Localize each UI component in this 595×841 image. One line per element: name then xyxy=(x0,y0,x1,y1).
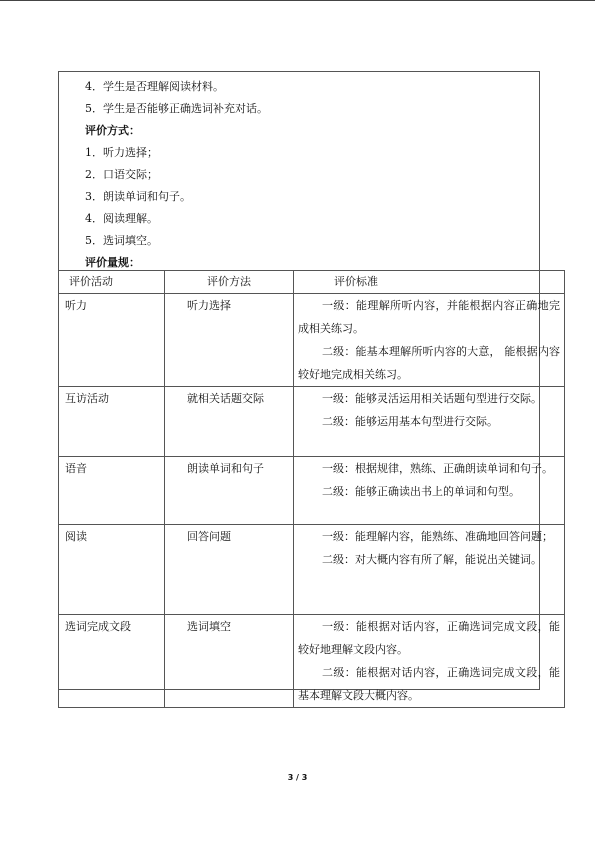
header-method-label: 评价方法 xyxy=(207,275,251,288)
row-standard xyxy=(294,294,565,387)
table-row xyxy=(59,615,565,708)
row-method xyxy=(165,525,294,615)
header-method xyxy=(165,271,294,294)
rubric-heading: 评价量规： xyxy=(85,256,140,269)
header-activity-label: 评价活动 xyxy=(69,275,113,288)
header-activity xyxy=(59,271,165,294)
row-method-label: 听力选择 xyxy=(187,299,231,312)
row-method xyxy=(165,457,294,525)
table-row xyxy=(59,387,565,457)
page-number: 3 / 3 xyxy=(287,773,308,782)
standard-level-1: 一级：能够灵活运用相关话题句型进行交际。 xyxy=(322,392,542,405)
standard-level-2: 二级：能够运用基本句型进行交际。 xyxy=(322,415,498,428)
row-method-label: 朗读单词和句子 xyxy=(187,462,264,475)
standard-level-2: 二级：能根据对话内容，正确选词完成文段，能基本理解文段大概内容。 xyxy=(298,666,560,702)
standard-level-2: 二级：能够正确读出书上的单词和句型。 xyxy=(322,485,520,498)
page-top-rule xyxy=(0,0,595,1)
header-standard xyxy=(294,271,565,294)
row-method xyxy=(165,615,294,708)
standard-level-1: 一级：能理解所听内容，并能根据内容正确地完成相关练习。 xyxy=(298,299,560,335)
standard-level-1: 一级：根据规律，熟练、正确朗读单词和句子。 xyxy=(322,462,553,475)
row-standard xyxy=(294,525,565,615)
row-method-label: 选词填空 xyxy=(187,620,231,633)
method-item-2: 2．口语交际； xyxy=(85,168,158,181)
method-item-4: 4．阅读理解。 xyxy=(85,212,158,225)
standard-level-1: 一级：能理解内容，能熟练、准确地回答问题； xyxy=(322,530,553,543)
standard-level-2: 二级：能基本理解所听内容的大意， 能根据内容较好地完成相关练习。 xyxy=(298,345,560,381)
row-method-label: 就相关话题交际 xyxy=(187,392,264,405)
row-standard xyxy=(294,615,565,708)
row-activity: 选词完成文段 xyxy=(59,615,165,708)
row-activity: 语音 xyxy=(59,457,165,525)
row-activity: 互访活动 xyxy=(59,387,165,457)
table-header-row xyxy=(59,271,565,294)
row-method-label: 回答问题 xyxy=(187,530,231,543)
row-standard xyxy=(294,457,565,525)
header-standard-label: 评价标准 xyxy=(334,275,378,288)
row-activity: 听力 xyxy=(59,294,165,387)
row-method xyxy=(165,387,294,457)
standard-level-1: 一级：能根据对话内容，正确选词完成文段，能较好地理解文段内容。 xyxy=(298,620,560,656)
method-item-3: 3．朗读单词和句子。 xyxy=(85,190,191,203)
rubric-table xyxy=(58,270,565,708)
row-standard xyxy=(294,387,565,457)
table-row xyxy=(59,457,565,525)
intro-line-4: 4．学生是否理解阅读材料。 xyxy=(85,80,224,93)
method-item-1: 1．听力选择； xyxy=(85,146,158,159)
table-row xyxy=(59,525,565,615)
intro-line-5: 5．学生是否能够正确选词补充对话。 xyxy=(85,102,268,115)
table-row xyxy=(59,294,565,387)
row-activity: 阅读 xyxy=(59,525,165,615)
row-method xyxy=(165,294,294,387)
method-item-5: 5．选词填空。 xyxy=(85,234,158,247)
standard-level-2: 二级：对大概内容有所了解，能说出关键词。 xyxy=(322,553,542,566)
evaluation-method-heading: 评价方式： xyxy=(85,124,140,137)
